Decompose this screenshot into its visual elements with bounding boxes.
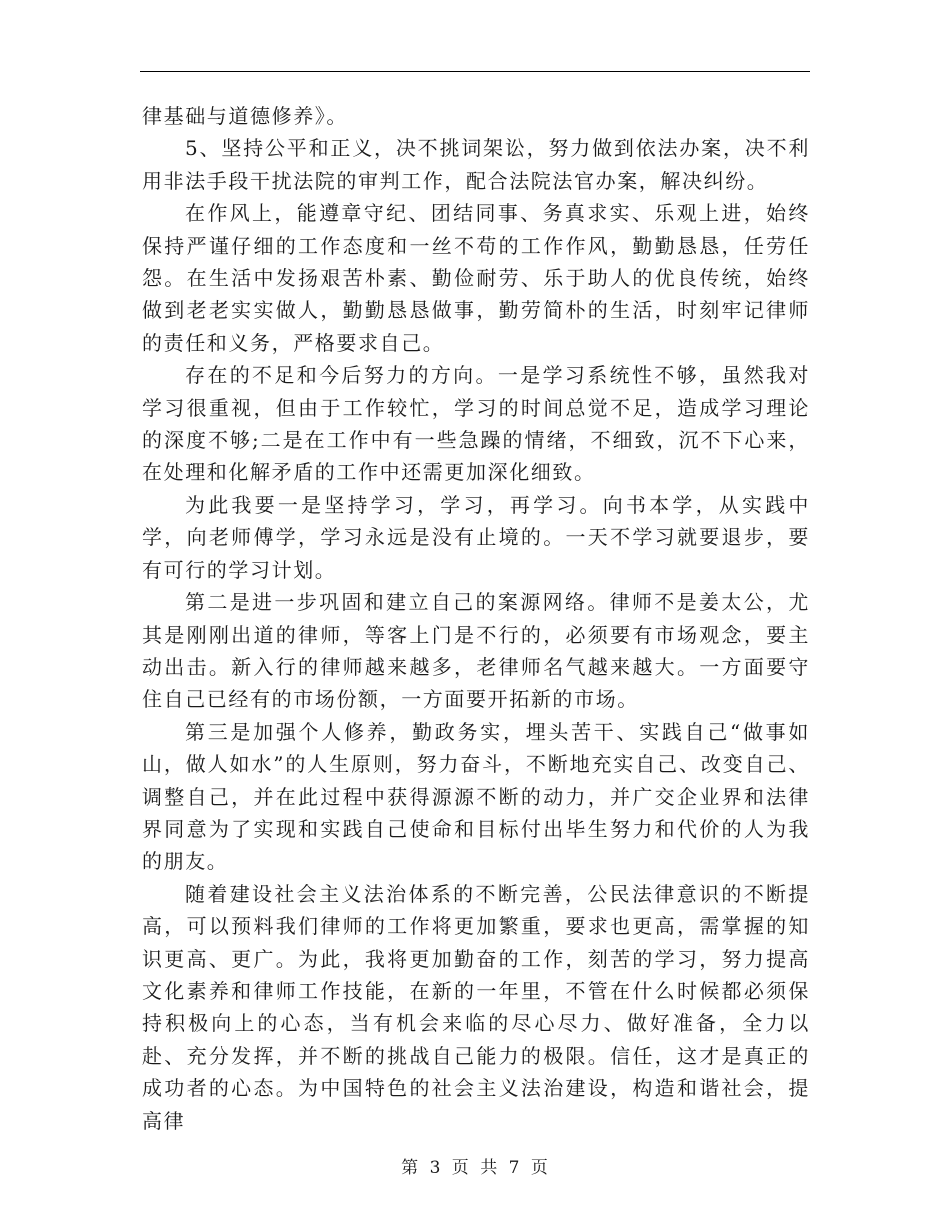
page-footer [0,1153,950,1178]
paragraph-3: 在作风上，能遵章守纪、团结同事、务真求实、乐观上进，始终保持严谨仔细的工作态度和一丝不苟的工作作风，勤勤恳恳，任劳任怨。在生活中发扬艰苦朴素、勤俭耐劳、乐于助人的优良传统，始终做到老老实实做人，勤勤恳恳做事，勤劳简朴的生活，时刻牢记律师的责任和义务，严格要求自己。 [142,201,810,355]
paragraph-6: 第二是进一步巩固和建立自己的案源网络。律师不是姜太公，尤其是刚刚出道的律师，等客上门是不行的，必须要有市场观念，要主动出击。新入行的律师越来越多，老律师名气越来越大。一方面要守住自己已经有的市场份额，一方面要开拓新的市场。 [142,590,810,712]
paragraph-8: 随着建设社会主义法治体系的不断完善，公民法律意识的不断提高，可以预料我们律师的工作将更加繁重，要求也更高，需掌握的知识更高、更广。为此，我将更加勤奋的工作，刻苦的学习，努力提高文化素养和律师工作技能，在新的一年里，不管在什么时候都必须保持积极向上的心态，当有机会来临的尽心尽力、做好准备，全力以赴、充分发挥，并不断的挑战自己能力的极限。信任，这才是真正的成功者的心态。为中国特色的社会主义法治建设，构造和谐社会，提高律 [142,881,810,1133]
body-text [142,100,810,1137]
paragraph-2: 5、坚持公平和正义，决不挑词架讼，努力做到依法办案，决不利用非法手段干扰法院的审判工作，配合法院法官办案，解决纠纷。 [142,136,810,193]
paragraph-4: 存在的不足和今后努力的方向。一是学习系统性不够，虽然我对学习很重视，但由于工作较忙，学习的时间总觉不足，造成学习理论的深度不够;二是在工作中有一些急躁的情绪，不细致，沉不下心来，在处理和化解矛盾的工作中还需更加深化细致。 [142,363,810,485]
header-rule [140,71,810,72]
paragraph-5: 为此我要一是坚持学习，学习，再学习。向书本学，从实践中学，向老师傅学，学习永远是没有止境的。一天不学习就要退步，要有可行的学习计划。 [142,492,810,582]
page-number: 第 3 页 共 7 页 [401,1158,549,1178]
paragraph-1: 律基础与道德修养》。 [142,104,348,128]
paragraph-7: 第三是加强个人修养，勤政务实，埋头苦干、实践自己“做事如山，做人如水”的人生原则，努力奋斗，不断地充实自己、改变自己、调整自己，并在此过程中获得源源不断的动力，并广交企业界和法律界同意为了实现和实践自己使命和目标付出毕生努力和代价的人为我的朋友。 [142,719,810,874]
